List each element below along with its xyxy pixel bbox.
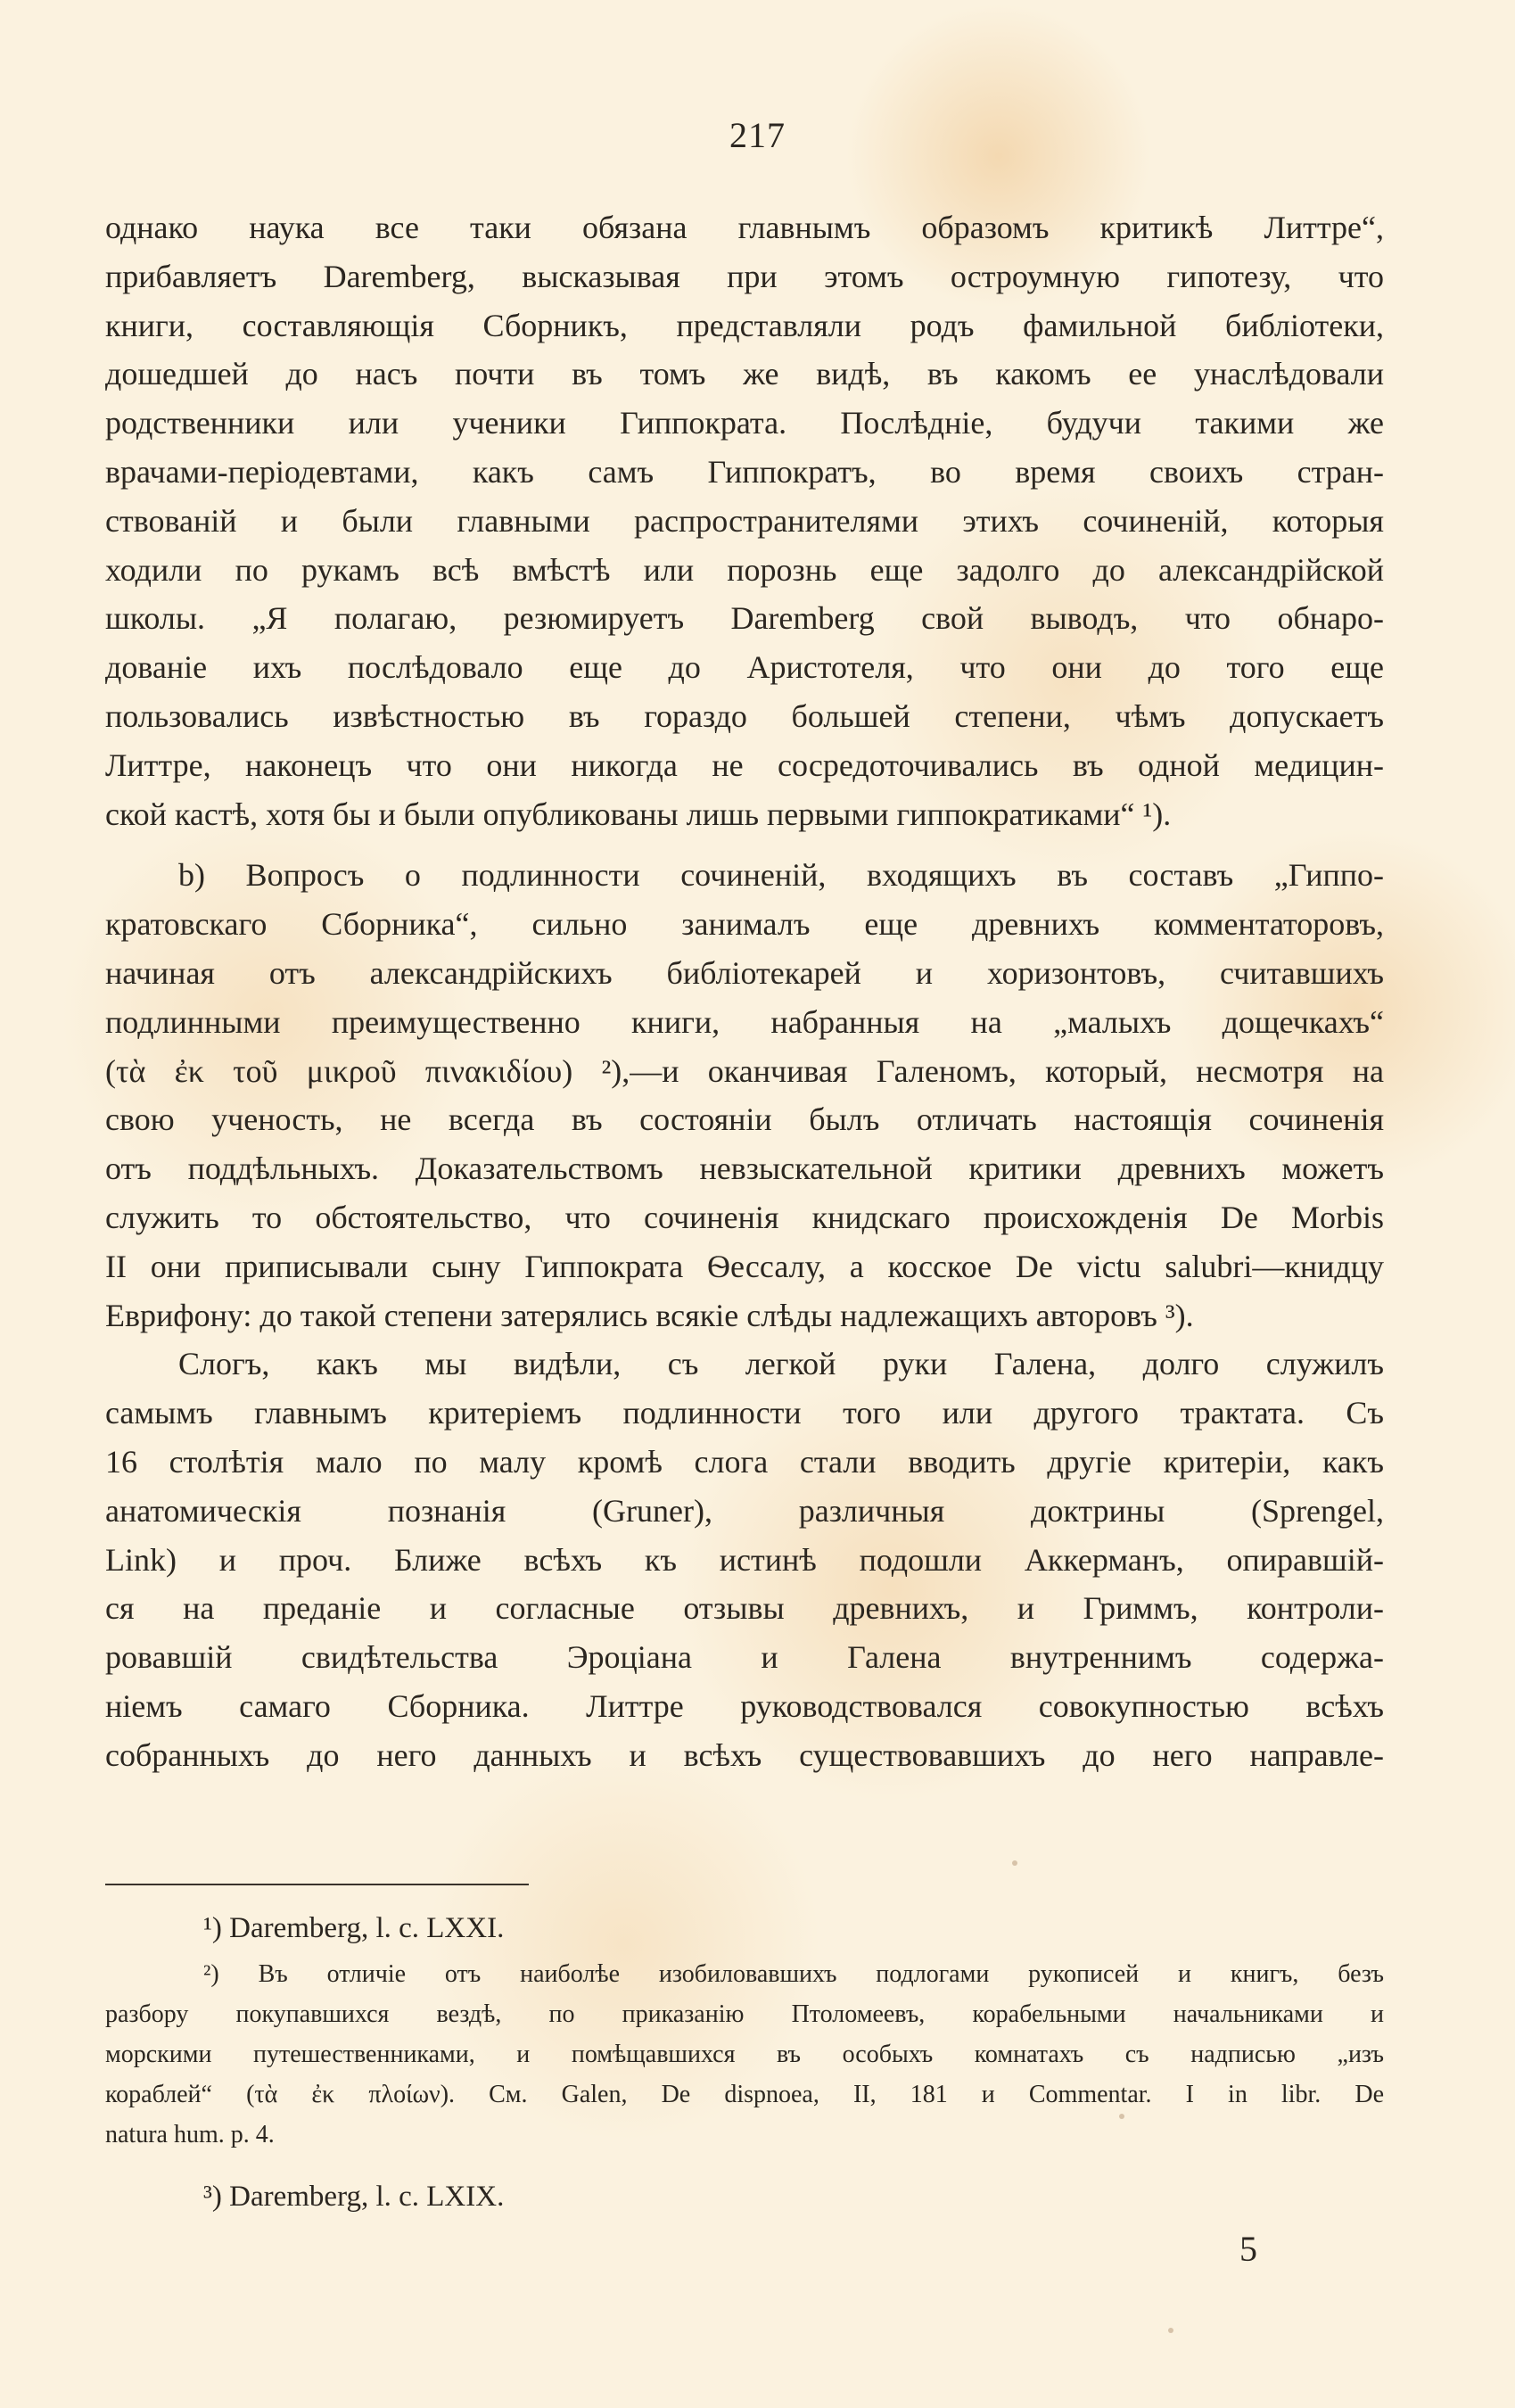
text-line: (τὰ ἐκ τοῦ μικροῦ πινακιδίου) ²),—и оканчивая Галеномъ, который, несмотря на — [105, 1052, 1384, 1089]
main-text — [105, 203, 1384, 1780]
text-line: школы. „Я полагаю, резюмируетъ Daremberg свой выводъ, что обнаро- — [105, 600, 1384, 637]
text-line: подлинными преимущественно книги, набранныя на „малыхъ дощечкахъ“ — [105, 1003, 1384, 1040]
footnote-2: ²) Въ отличіе отъ наиболѣе изобиловавшихъ подлогами рукописей и книгъ, безъ — [203, 1960, 1384, 1988]
paper-spot — [1119, 2114, 1124, 2119]
footnote-2-line: разбору покупавшихся вездѣ, по приказанію Птоломеевъ, корабельными начальниками и — [105, 2000, 1384, 2028]
text-line: ходили по рукамъ всѣ вмѣстѣ или порознь еще задолго до александрійской — [105, 551, 1384, 588]
text-line: прибавляетъ Daremberg, высказывая при этомъ остроумную гипотезу, что — [105, 258, 1384, 294]
text-line: кратовскаго Сборника“, сильно занималъ еще древнихъ комментаторовъ, — [105, 906, 1384, 943]
footnote-3: ³) Daremberg, l. c. LXIX. — [203, 2181, 505, 2213]
signature-number: 5 — [1239, 2229, 1257, 2269]
text-line: ніемъ самаго Сборника. Литтре руководствовался совокупностью всѣхъ — [105, 1687, 1384, 1724]
footnote-2-line: морскими путешественниками, и помѣщавшихся въ особыхъ комнатахъ съ надписью „изъ — [105, 2041, 1384, 2068]
text-line: Link) и проч. Ближе всѣхъ къ истинѣ подошли Аккерманъ, опиравшій- — [105, 1541, 1384, 1578]
text-line: ствованій и были главными распространителями этихъ сочиненій, которыя — [105, 502, 1384, 539]
paper-spot — [1012, 1860, 1017, 1866]
text-line: служить то обстоятельство, что сочиненія книдскаго происхожденія De Morbis — [105, 1199, 1384, 1235]
text-line: ровавшій свидѣтельства Эроціана и Галена внутреннимъ содержа- — [105, 1639, 1384, 1676]
text-line: анатомическія познанія (Gruner), различныя доктрины (Sprengel, — [105, 1492, 1384, 1529]
text-line: врачами-періодевтами, какъ самъ Гиппократъ, во время своихъ стран- — [105, 453, 1384, 490]
footnote-2-line: кораблей“ (τὰ ἐκ πλοίων). См. Galen, De dispnoea, II, 181 и Commentar. I in libr. De — [105, 2081, 1384, 2108]
text-line: 16 столѣтія мало по малу кромѣ слога стали вводить другіе критеріи, какъ — [105, 1443, 1384, 1480]
paper-spot — [1168, 2328, 1173, 2333]
text-line: самымъ главнымъ критеріемъ подлинности того или другого трактата. Съ — [105, 1395, 1384, 1431]
text-line: книги, составляющія Сборникъ, представляли родъ фамильной библіотеки, — [105, 307, 1384, 343]
paragraph-start: Слогъ, какъ мы видѣли, съ легкой руки Галена, долго служилъ — [178, 1346, 1384, 1382]
text-line: родственники или ученики Гиппократа. Послѣдніе, будучи такими же — [105, 405, 1384, 441]
text-line: ся на преданіе и согласные отзывы древнихъ, и Гриммъ, контроли- — [105, 1590, 1384, 1627]
text-line: Литтре, наконецъ что они никогда не сосредоточивались въ одной медицин- — [105, 746, 1384, 783]
text-line: дованіе ихъ послѣдовало еще до Аристотеля, что они до того еще — [105, 649, 1384, 686]
text-line: собранныхъ до него данныхъ и всѣхъ существовавшихъ до него направле- — [105, 1736, 1384, 1773]
page-number: 217 — [729, 115, 786, 155]
text-line: пользовались извѣстностью въ гораздо большей степени, чѣмъ допускаетъ — [105, 697, 1384, 734]
footnotes — [105, 1902, 1384, 2222]
footnote-1: ¹) Daremberg, l. c. LXXI. — [203, 1912, 505, 1944]
text-line: Еврифону: до такой степени затерялись всякіе слѣды надлежащихъ авторовъ ³). — [105, 1297, 1194, 1333]
text-line: ской кастѣ, хотя бы и были опубликованы лишь первыми гиппократиками“ ¹). — [105, 796, 1172, 832]
footnote-divider — [105, 1884, 529, 1885]
text-line: II они приписывали сыну Гиппократа Ѳессалу, а косское De victu salubri—книдцу — [105, 1248, 1384, 1284]
text-line: дошедшей до насъ почти въ томъ же видѣ, въ какомъ ее унаслѣдовали — [105, 356, 1384, 392]
text-line: начиная отъ александрійскихъ библіотекарей и хоризонтовъ, считавшихъ — [105, 954, 1384, 991]
text-line: отъ поддѣльныхъ. Доказательствомъ невзыскательной критики древнихъ можетъ — [105, 1150, 1384, 1187]
text-line: однако наука все таки обязана главнымъ образомъ критикѣ Литтре“, — [105, 210, 1384, 245]
paragraph-start: b) Вопросъ о подлинности сочиненій, входящихъ въ составъ „Гиппо- — [178, 857, 1384, 894]
text-line: свою ученость, не всегда въ состояніи былъ отличать настоящія сочиненія — [105, 1101, 1384, 1138]
footnote-2-line: natura hum. p. 4. — [105, 2121, 275, 2148]
